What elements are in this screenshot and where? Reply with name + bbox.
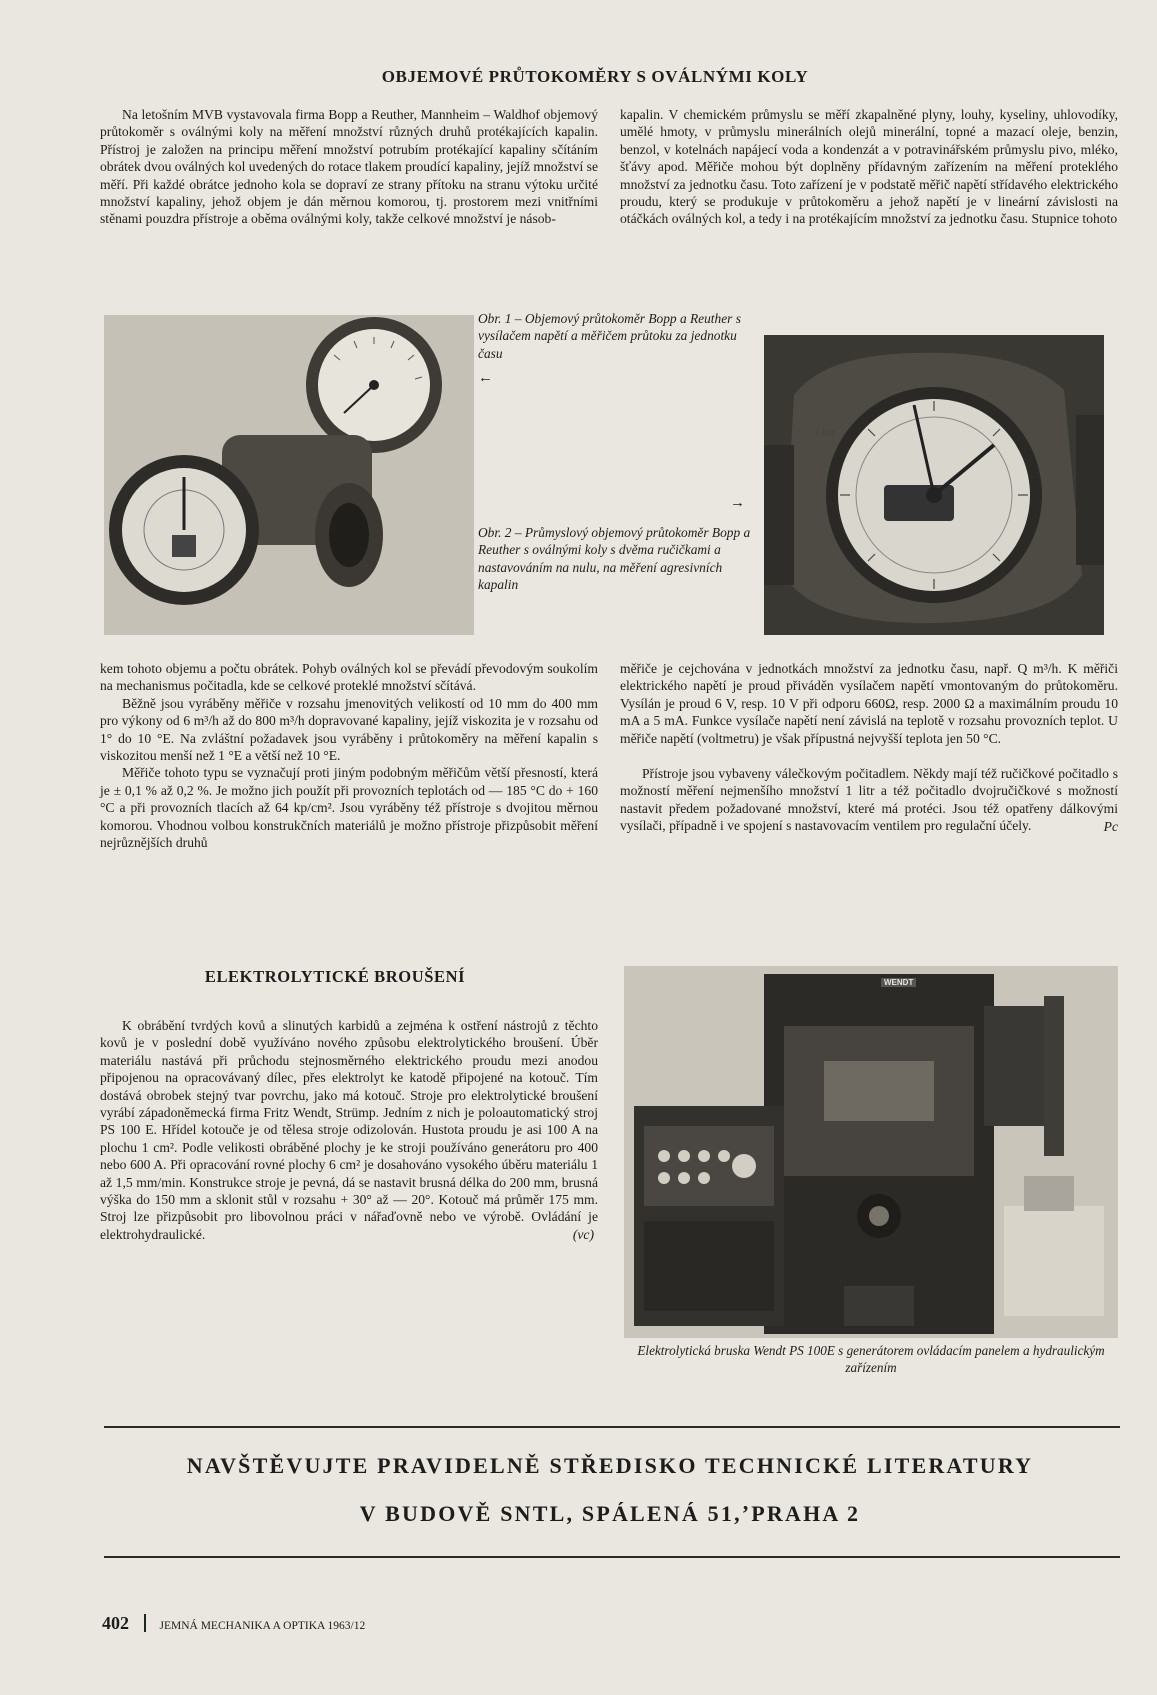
figure2-caption: Obr. 2 – Průmyslový objemový průtokoměr Bopp a Reuther s oválnými koly s dvěma ručičkami a nastavováním na nulu, na měření agresivních kapalin [478,525,751,593]
arrow-right-icon: → [730,495,745,511]
paragraph: Běžně jsou vyráběny měřiče v rozsahu jmenovitých velikostí od 10 mm do 400 mm pro výkony od 6 m³/h až do 800 m³/h dopravované kapaliny, jejíž viskozita je v rozsahu od 1° do 10 °E. Na zvláštní požadavek jsou vyráběny i průtokoměry na měření kapalin s viskozitou menší než 1 °E a větší než 10 °E. [100,695,598,764]
footer-separator [144,1614,146,1632]
industrial-flowmeter-illustration [764,335,1104,635]
article2-body [100,1017,598,1244]
figure2-photo [764,335,1104,635]
paragraph: kem tohoto objemu a počtu obrátek. Pohyb oválných kol se převádí převodovým soukolím na mechanismus počitadla, kde se celkové proteklé množství sčítává. [100,661,598,694]
journal-name: JEMNÁ MECHANIKA A OPTIKA 1963/12 [159,1620,366,1632]
flowmeter-illustration [104,315,474,635]
announcement-line2: V BUDOVĚ SNTL, SPÁLENÁ 51,ʼPRAHA 2 [359,1501,861,1526]
dial-label: Liter [816,427,836,437]
figure1-photo [104,315,474,635]
paragraph: Přístroje jsou vybaveny válečkovým počitadlem. Někdy mají též ručičkové počitadlo s možností měření nejmenšího množství 1 litr a též počitadlo dvojručičkové s možností nastavit předem požadované množství, které má protéci. Jsou též opatřeny dálkovými vysílači, případně i ve spojení s nastavovacím ventilem pro regulační účely. [620,766,1118,834]
article1-col1-top [100,106,598,228]
article2-title: ELEKTROLYTICKÉ BROUŠENÍ [204,967,466,986]
paragraph: K obrábění tvrdých kovů a slinutých karbidů a zejména k ostření nástrojů z těchto kovů je v poslední době využíváno nového způsobu elektrolytického broušení. Úběr materiálu nastává při průchodu stejnosměrného elektrického proudu mezi anodou připojenou na opracovávaný dílec, přes elektrolyt ke katodě připojené na kotouč. Tím dostává obrobek stejný tvar povrchu, jako má kotouč. Stroje pro elektrolytické broušení vyrábí západoněmecká firma Fritz Wendt, Strümp. Jedním z nich je poloautomatický stroj PS 100 E. Hřídel kotouče je od tělesa stroje odizolován. Hustota proudu je asi 100 A na plochu 1 cm². Podle velikosti obráběné plochy je ke stroji používáno generátoru pro 400 nebo 600 A. Při opracování rovné plochy 6 cm² je dosahováno vysokého úběru materiálu 1 až 1,5 mm/min. Konstrukce stroje je pevná, dá se nastavit brusná délka do 200 mm, brusná výška do 150 mm a sklonit stůl v rozsahu + 30° až — 20°. Kotouč má průměr 175 mm. Stroj lze přizpůsobit pro libovolnou práci v nářaďovně nebo ve výrobě. Ovládání je elektrohydraulické. [100,1018,598,1242]
divider-top [104,1426,1120,1428]
paragraph: Měřiče tohoto typu se vyznačují proti jiným podobným měřičům větší přesností, která je ± 0,1 % až 0,2 %. Je možno jich použít při provozních teplotách od — 185 °C do + 160 °C a při provozních tlacích až 64 kp/cm². Jsou vyráběny též přístroje s dvojitou měrnou komorou. Vhodnou volbou konstrukčních materiálů je možno přístroje přizpůsobit měření nejrůznějších druhů [100,765,598,851]
article1-signature: Pc [1103,818,1118,834]
grinding-machine-illustration [624,966,1118,1338]
figure3-caption: Elektrolytická bruska Wendt PS 100E s generátorem ovládacím panelem a hydraulickým zařízením [637,1343,1105,1376]
article1-col1-bottom [100,660,598,851]
figure3-photo [624,966,1118,1338]
article1-col2-top [620,106,1118,228]
paragraph: měřiče je cejchována v jednotkách množství za jednotku času, např. Q m³/h. K měřiči elektrického napětí je proud přiváděn vysílačem napětí vmontovaným do průtokoměru. Vysílán je proud 6 V, resp. 10 V při odporu 660Ω, resp. 2000 Ω a maximálním proudu 10 mA a 5 mA. Funkce vysílače napětí není závislá na teplotě v rozsahu provozních teplot. U měřiče napětí (voltmetru) je však přípustná nejvyšší teplota jen 50 °C. [620,661,1118,746]
divider-bottom [104,1556,1120,1558]
paragraph: Na letošním MVB vystavovala firma Bopp a Reuther, Mannheim – Waldhof objemový průtokoměr s oválnými koly na měření množství různých druhů protékajících kapalin. Přístroj je založen na principu měření množství potrubím protékající kapaliny sčítáním obrátek dvou oválných kol uvedených do rotace tlakem proudící kapaliny, jejíž množství se měří. Při každé obrátce jednoho kola se dopraví ze strany přítoku na stranu výtoku určité množství kapaliny, jehož objem je dán měrnou komorou, tj. prostorem mezi vnitřními stěnami pouzdra přístroje a oběma oválnými koly, takže celkové množství je násob- [100,107,598,227]
paragraph: kapalin. V chemickém průmyslu se měří zkapalněné plyny, louhy, kyseliny, uhlovodíky, umělé hmoty, v průmyslu minerálních olejů minerální, topné a mazací oleje, benzin, benzol, v kotelnách napájecí voda a kondenzát a v potravinářském průmyslu pivo, mléko, šťávy apod. Měřiče mohou být doplněny přídavným zařízením na měření proteklého množství za jednotku času. Toto zařízení je v podstatě měřič napětí střídavého elektrického proudu, který se produkuje v průtokoměru a jehož napětí je v lineární závislosti na otáčkách oválných kol, a tedy i na protékajícím množství za jednotku času. Stupnice tohoto [620,107,1118,227]
arrow-left-icon: ← [478,370,493,386]
article1-col2-bottom [620,660,1118,835]
article1-title: OBJEMOVÉ PRŮTOKOMĚRY S OVÁLNÝMI KOLY [381,67,809,86]
page-number: 402 [102,1613,129,1633]
figure1-caption: Obr. 1 – Objemový průtokoměr Bopp a Reuther s vysílačem napětí a měřičem průtoku za jednotku času [478,311,741,361]
announcement-line1: NAVŠTĚVUJTE PRAVIDELNĚ STŘEDISKO TECHNICKÉ LITERATURY [186,1453,1034,1478]
page-footer [102,1613,365,1634]
article2-signature: (vc) [572,1227,594,1243]
machine-brand-label: WENDT [881,978,916,987]
